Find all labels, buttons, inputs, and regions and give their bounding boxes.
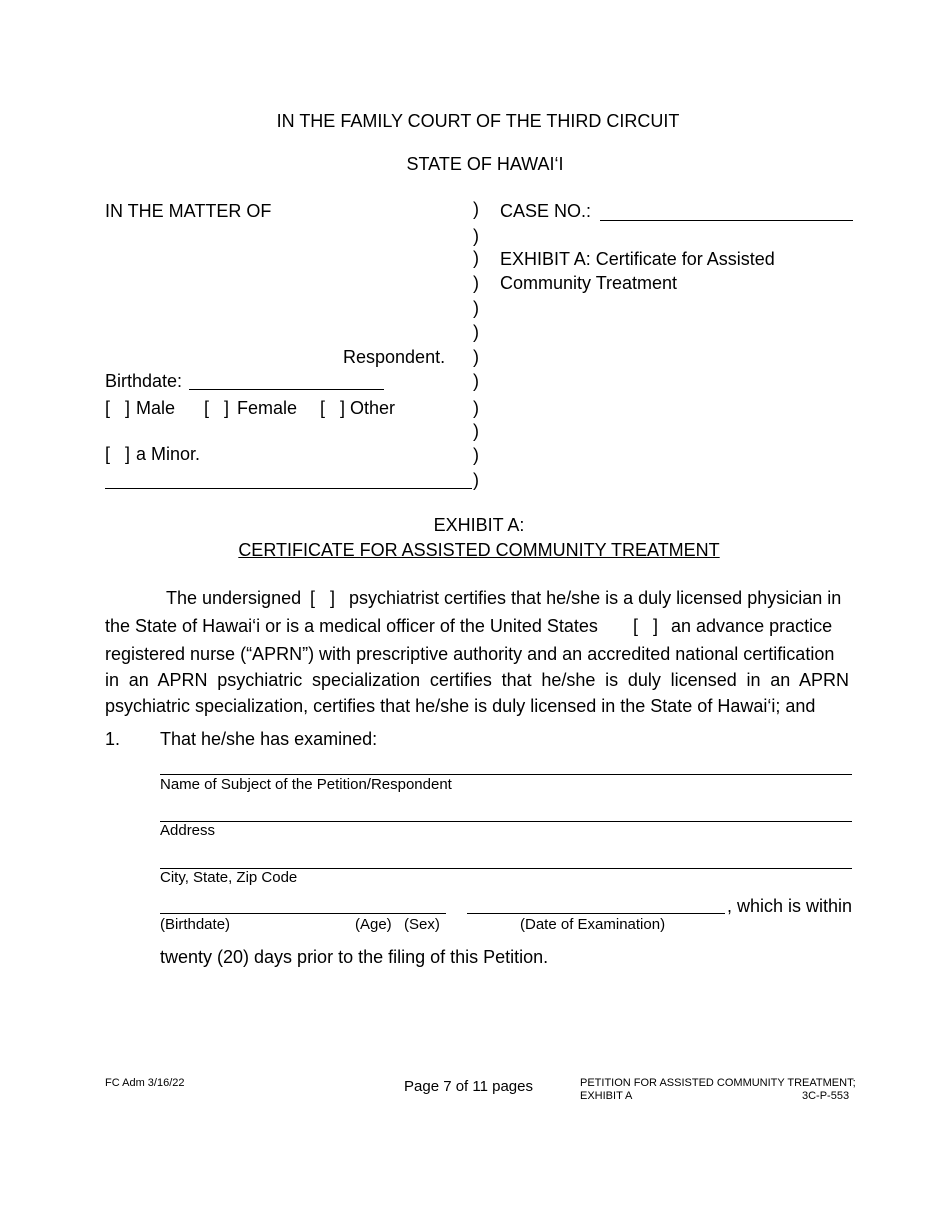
caption-paren: ) xyxy=(473,199,479,219)
exhibit-caption-line1: EXHIBIT A: Certificate for Assisted xyxy=(500,249,775,269)
body-line1-a: The undersigned xyxy=(166,588,302,608)
body-line4: in an APRN psychiatric specialization certifies that he/she is duly licensed in an APRN xyxy=(105,670,849,690)
case-no-field[interactable] xyxy=(600,220,853,221)
court-name: IN THE FAMILY COURT OF THE THIRD CIRCUIT xyxy=(276,111,680,131)
caption-paren: ) xyxy=(473,226,479,246)
form-date: FC Adm 3/16/22 xyxy=(105,1077,185,1089)
state-name: STATE OF HAWAI‘I xyxy=(406,154,564,174)
caption-paren: ) xyxy=(473,470,479,490)
caption-paren: ) xyxy=(473,298,479,318)
name-field[interactable] xyxy=(160,774,852,775)
birthdate-label: Birthdate: xyxy=(105,371,183,391)
male-checkbox[interactable]: [ ] xyxy=(105,398,131,418)
city-state-zip-label: City, State, Zip Code xyxy=(160,869,298,886)
other-checkbox[interactable]: [ ] xyxy=(320,398,346,418)
caption-paren: ) xyxy=(473,248,479,268)
caption-paren: ) xyxy=(473,322,479,342)
minor-label: a Minor. xyxy=(136,444,201,464)
caption-paren: ) xyxy=(473,445,479,465)
body-line5: psychiatric specialization, certifies that he/she is duly licensed in the State of Hawai‘i; and xyxy=(105,696,816,716)
footer-title-line1: PETITION FOR ASSISTED COMMUNITY TREATMENT; xyxy=(580,1077,856,1089)
caption-paren: ) xyxy=(473,398,479,418)
exhibit-caption-line2: Community Treatment xyxy=(500,273,678,293)
exam-date-label: (Date of Examination) xyxy=(520,916,666,933)
within-text: , which is within xyxy=(727,896,853,916)
footer-title-line2: EXHIBIT A xyxy=(580,1090,633,1102)
item-number: 1. xyxy=(105,729,121,749)
caption-bottom-rule xyxy=(105,488,472,489)
address-field[interactable] xyxy=(160,821,852,822)
body-line2-b: an advance practice xyxy=(671,616,833,636)
body-line1-b: psychiatrist certifies that he/she is a duly licensed physician in xyxy=(349,588,842,608)
male-label: Male xyxy=(136,398,176,418)
age-label: (Age) xyxy=(355,916,392,933)
case-no-label: CASE NO.: xyxy=(500,201,592,221)
sex-label: (Sex) xyxy=(404,916,440,933)
page-number: Page 7 of 11 pages xyxy=(404,1078,533,1095)
respondent-label: Respondent. xyxy=(343,347,446,367)
item-text: That he/she has examined: xyxy=(160,729,378,749)
minor-checkbox[interactable]: [ ] xyxy=(105,444,131,464)
exam-date-field[interactable] xyxy=(467,913,725,914)
female-label: Female xyxy=(237,398,298,418)
matter-of-label: IN THE MATTER OF xyxy=(105,201,272,221)
closing-text: twenty (20) days prior to the filing of this Petition. xyxy=(160,947,549,967)
other-label: Other xyxy=(350,398,396,418)
body-line2-a: the State of Hawai‘i or is a medical officer of the United States xyxy=(105,616,598,636)
address-label: Address xyxy=(160,822,216,839)
birthdate-age-sex-field[interactable] xyxy=(160,913,446,914)
psychiatrist-checkbox[interactable]: [ ] xyxy=(310,588,336,608)
female-checkbox[interactable]: [ ] xyxy=(204,398,230,418)
body-line3: registered nurse (“APRN”) with prescriptive authority and an accredited national certification xyxy=(105,644,835,664)
certificate-title: CERTIFICATE FOR ASSISTED COMMUNITY TREATMENT xyxy=(238,540,720,560)
name-label: Name of Subject of the Petition/Respondent xyxy=(160,776,452,793)
birthdate-field[interactable] xyxy=(189,389,384,390)
aprn-checkbox[interactable]: [ ] xyxy=(633,616,659,636)
caption-paren: ) xyxy=(473,347,479,367)
caption-paren: ) xyxy=(473,371,479,391)
exhibit-title: EXHIBIT A: xyxy=(433,515,525,535)
form-number: 3C-P-553 xyxy=(802,1090,850,1102)
birthdate-sub-label: (Birthdate) xyxy=(160,916,231,933)
caption-paren: ) xyxy=(473,273,479,293)
caption-paren: ) xyxy=(473,421,479,441)
